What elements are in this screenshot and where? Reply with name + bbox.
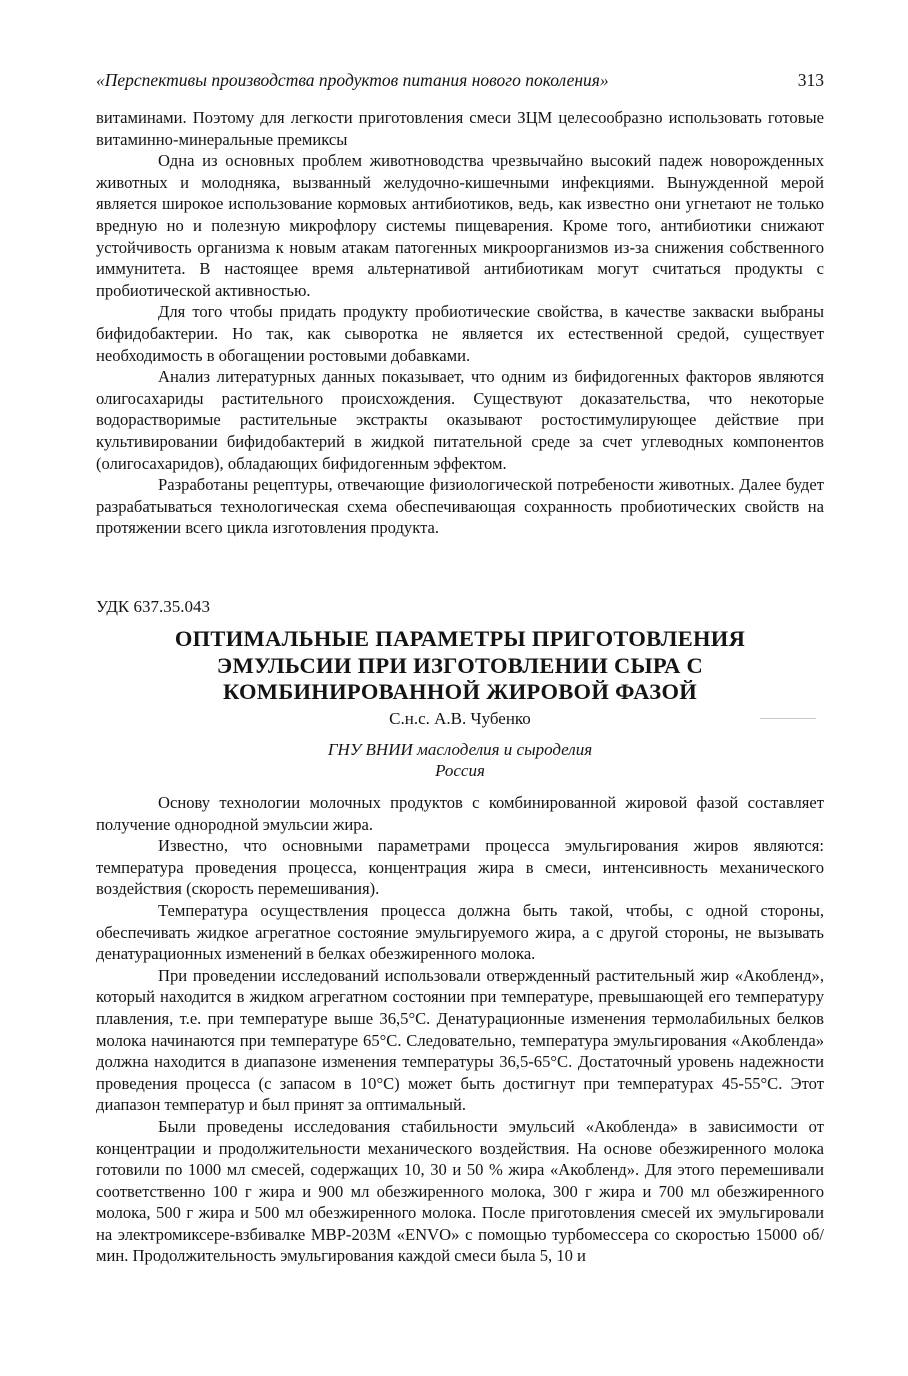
affiliation: ГНУ ВНИИ маслоделия и сыроделия	[327, 740, 593, 759]
udc-code: УДК 637.35.043	[96, 597, 211, 616]
paragraph: витаминами. Поэтому для легкости приготовления смеси ЗЦМ целесообразно использовать готовые витаминно-минеральные премиксы	[96, 108, 824, 149]
paragraph: Одна из основных проблем животноводства чрезвычайно высокий падеж новорожденных животных и молодняка, вызванный желудочно-кишечными инфекциями. Вынужденной мерой является широкое использование кормовых антибиотиков, ведь, как известно они угнетают не только вредную но и полезную микрофлору системы пищеварения. Кроме того, антибиотики снижают устойчивость организма к новым атакам патогенных микроорганизмов из-за снижения собственного иммунитета. В настоящее время альтернативой антибиотикам могут считаться продукты с пробиотической активностью.	[96, 151, 824, 300]
paragraph: Известно, что основными параметрами процесса эмульгирования жиров являются: температура проведения процесса, концентрация жира в смеси, интенсивность механического воздействия (скорость перемешивания).	[96, 836, 824, 899]
title-line: ЭМУЛЬСИИ ПРИ ИЗГОТОВЛЕНИИ СЫРА С	[216, 652, 704, 678]
page-number: 313	[797, 70, 824, 90]
authors: С.н.с. А.В. Чубенко	[389, 709, 531, 728]
article-title	[96, 626, 824, 706]
divider	[760, 718, 816, 719]
paragraph: Разработаны рецептуры, отвечающие физиологической потребености животных. Далее будет разрабатываться технологическая схема обеспечивающая сохранность пробиотических свойств на протяжении всего цикла изготовления продукта.	[96, 475, 824, 538]
title-line: КОМБИНИРОВАННОЙ ЖИРОВОЙ ФАЗОЙ	[222, 679, 698, 704]
article-body	[96, 792, 824, 1267]
country: Россия	[435, 761, 485, 780]
paragraph: Температура осуществления процесса должна быть такой, чтобы, с одной стороны, обеспечивать жидкое агрегатное состояние эмульгируемого жира, а с другой стороны, не вызывать денатурационных изменений в белках обезжиренного молока.	[96, 900, 824, 964]
running-header	[96, 70, 824, 98]
paragraph: Были проведены исследования стабильности эмульсий «Акобленда» в зависимости от концентрации и продолжительности механического воздействия. На основе обезжиренного молока готовили по 1000 мл смесей, содержащих 10, 30 и 50 % жира «Акобленд». Для этого перемешивали соответственно 100 г жира и 900 мл обезжиренного молока, 300 г жира и 700 мл обезжиренного молока, 500 г жира и 500 мл обезжиренного молока. После приготовления смесей их эмульгировали на электромиксере-взбивалке МВР-203М «ENVO» с помощью турбомессера со скоростью 15000 об/мин. Продолжительность эмульгирования каждой смеси была 5, 10 и	[96, 1116, 824, 1266]
affiliation-block	[96, 739, 824, 781]
title-line: ОПТИМАЛЬНЫЕ ПАРАМЕТРЫ ПРИГОТОВЛЕНИЯ	[174, 626, 746, 651]
previous-article-text	[96, 107, 824, 539]
paragraph: Анализ литературных данных показывает, что одним из бифидогенных факторов являются олигосахариды растительного происхождения. Существуют доказательства, что некоторые водорастворимые растительные экстракты оказывают ростостимулирующее действие при культивировании бифидобактерий в жидкой питательной среде за счет углеводных компонентов (олигосахаридов), обладающих бифидогенным эффектом.	[96, 367, 824, 473]
paragraph: Основу технологии молочных продуктов с комбинированной жировой фазой составляет получение однородной эмульсии жира.	[96, 793, 824, 834]
paragraph: При проведении исследований использовали отвержденный растительный жир «Акобленд», который находится в жидком агрегатном состоянии при температуре, превышающей его температуру плавления, т.е. при температуре выше 36,5°С. Денатурационные изменения термолабильных белков молока начинаются при температуре 65°С. Следовательно, температура эмульгирования «Акобленда» должна находится в диапазоне изменения температуры 36,5-65°С. Достаточный уровень надежности проведения процесса (с запасом в 10°С) может быть достигнут при температурах 45-55°С. Этот диапазон температур и был принят за оптимальный.	[96, 965, 824, 1115]
running-title: «Перспективы производства продуктов питания нового поколения»	[96, 70, 609, 90]
paragraph: Для того чтобы придать продукту пробиотические свойства, в качестве закваски выбраны бифидобактерии. Но так, как сыворотка не является их естественной средой, существует необходимость в обогащении ростовыми добавками.	[96, 302, 824, 365]
